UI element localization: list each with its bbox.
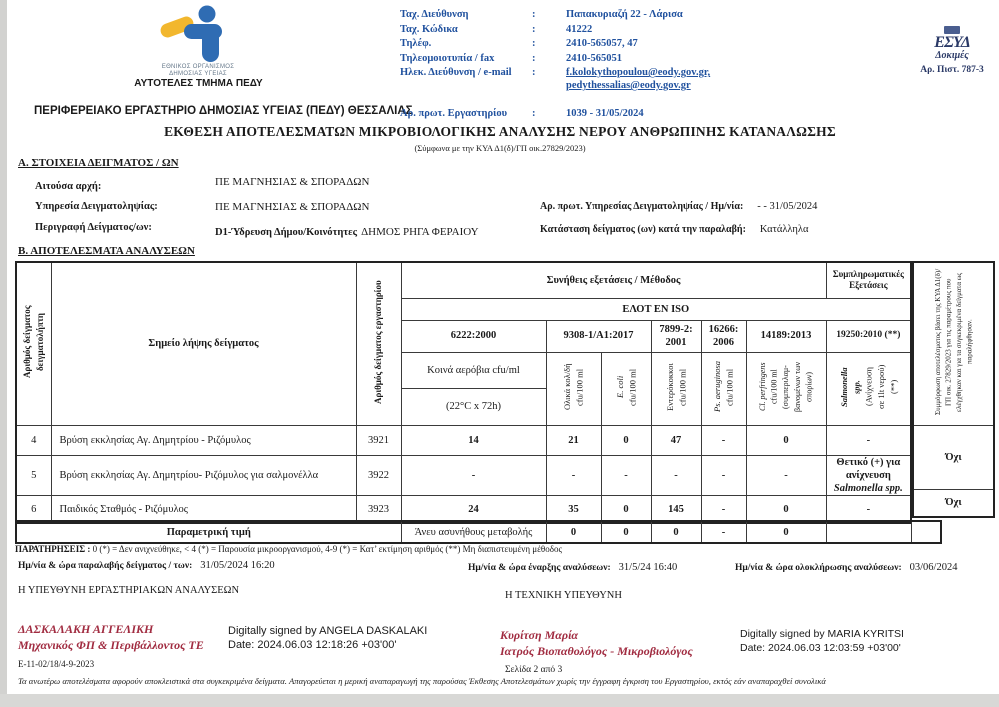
report-title: ΕΚΘΕΣΗ ΑΠΟΤΕΛΕΣΜΑΤΩΝ ΜΙΚΡΟΒΙΟΛΟΓΙΚΗΣ ΑΝΑΛΥΣΗΣ ΝΕΡΟΥ ΑΝΘΡΩΠΙΝΗΣ ΚΑΤΑΝΑΛΩΣΗΣ [164, 124, 836, 139]
eody-org-caption [128, 64, 268, 78]
contact-label: Ταχ. Κώδικα [400, 23, 458, 35]
cell-aerobic: 14 [401, 425, 546, 455]
date-received-value: 31/05/2024 16:20 [200, 560, 275, 571]
salmonella-result-line2: ανίχνευση [845, 469, 891, 481]
department-title: ΑΥΤΟΤΕΛΕΣ ΤΜΗΜΑ ΠΕΔΥ [134, 78, 263, 89]
header-sample-no [16, 262, 51, 425]
date-received-label: Ημ/νία & ώρα παραλαβής δείγματος / των: [18, 561, 193, 571]
pseudomonas-name: Ps. aeruginosa [712, 361, 723, 413]
standard-6222: 6222:2000 [401, 320, 546, 352]
date-end-value: 03/06/2024 [909, 562, 958, 573]
cell-enterococci: 145 [651, 495, 701, 523]
param-clostridium [746, 352, 826, 425]
cell-sample-no: 4 [16, 425, 51, 455]
param-ecoli [601, 352, 651, 425]
section-a-heading: Α. ΣΤΟΙΧΕΙΑ ΔΕΙΓΜΑΤΟΣ / ΩΝ [18, 157, 179, 169]
signature-right-title: Ιατρός Βιοπαθολόγος - Μικροβιολόγος [500, 643, 693, 658]
ecoli-name: E. coli [614, 375, 625, 399]
param-pseudomonas [701, 352, 746, 425]
date-end [735, 562, 957, 573]
header-supplementary-tests: Συμπληρωματικές Εξετάσεις [826, 262, 911, 298]
contact-row [400, 37, 760, 52]
date-end-label: Ημ/νία & ώρα ολοκλήρωσης αναλύσεων: [735, 563, 902, 573]
email-link-2[interactable]: pedythessalias@eody.gov.gr [566, 80, 691, 91]
contact-block [400, 8, 760, 92]
cell-sample-no: 5 [16, 455, 51, 495]
cell-coliforms: 21 [546, 425, 601, 455]
cell-sampling-point: Βρύση εκκλησίας Αγ. Δημητρίου - Ριζόμυλος [51, 425, 356, 455]
salmonella-name: Salmonella [838, 367, 849, 407]
sample-no-vertical-label [21, 267, 47, 417]
lab-protocol-row [400, 108, 800, 119]
cell-ecoli: 0 [601, 425, 651, 455]
report-subtitle: (Σύμφωνα με την ΚΥΑ Δ1(δ)/ΓΠ οικ.27829/2023) [414, 143, 586, 153]
sampling-protocol-value: - - 31/05/2024 [757, 201, 818, 212]
cell-lab-no: 3923 [356, 495, 401, 523]
header-standard-tests: Συνήθεις εξετάσεις / Μέθοδος [401, 262, 826, 298]
cell-lab-no: 3922 [356, 455, 401, 495]
cell-clostridium: - [746, 455, 826, 495]
clostridium-extra1: (συμπεριλαμ- [781, 365, 791, 409]
sample-description-label: Περιγραφή Δείγματος/ων: [35, 222, 152, 233]
digital-signed-by-right: Digitally signed by MARIA KYRITSI [740, 628, 904, 640]
standard-14189: 14189:2013 [746, 320, 826, 352]
lab-no-vertical-label: Αριθμός δείγματος εργαστηρίου [372, 280, 383, 405]
cell-sample-no: 6 [16, 495, 51, 523]
date-received [18, 560, 275, 571]
standard-19250: 19250:2010 (**) [826, 320, 911, 352]
salmonella-extra2: σε 1lt νερού) [875, 364, 886, 410]
cell-pseudomonas: - [701, 495, 746, 523]
contact-value: 2410-565057, 47 [566, 38, 638, 49]
contact-label: Τηλέφ. [400, 38, 432, 49]
parametric-coliforms: 0 [546, 521, 601, 543]
cell-clostridium: 0 [746, 425, 826, 455]
sample-condition-value: Κατάλληλα [759, 224, 809, 235]
standard-9308: 9308-1/A1:2017 [546, 320, 651, 352]
cell-salmonella-positive [826, 455, 911, 495]
observations-line [15, 544, 975, 554]
date-start-label: Ημ/νία & ώρα έναρξης αναλύσεων: [468, 563, 611, 573]
cell-salmonella: - [826, 495, 911, 523]
sample-condition-row [540, 224, 809, 235]
clostridium-extra2: βανομένων των [792, 361, 802, 413]
digital-signed-by-left: Digitally signed by ANGELA DASKALAKI [228, 625, 428, 637]
signature-left-digital [228, 624, 427, 653]
eody-logo-icon [150, 4, 246, 64]
parametric-clostridium: 0 [746, 521, 826, 543]
compliance-table [912, 261, 995, 518]
compliance-header-cell [913, 262, 994, 425]
org-caption-line1: ΕΘΝΙΚΟΣ ΟΡΓΑΝΙΣΜΟΣ [161, 64, 235, 70]
results-table [15, 261, 912, 524]
contact-colon: : [532, 23, 536, 35]
ecoli-unit: cfu/100 ml [627, 368, 637, 406]
contact-value: 41222 [566, 23, 593, 35]
scan-edge-left [0, 0, 7, 707]
header-elot-en-iso: ΕΛΟΤ EN ISO [401, 298, 911, 320]
compliance-cell-row-6: Όχι [913, 489, 994, 517]
sampling-protocol-row [540, 201, 817, 212]
scan-edge-bottom [0, 694, 999, 707]
parametric-pseudomonas: - [701, 521, 746, 543]
contact-colon: : [532, 67, 536, 78]
compliance-vertical-header: Συμμόρφωση αποτελέσματος βάσει της ΚΥΑ Δ1(δ)/ΓΠ οικ. 27829/2023 για τις παραμέτρους που ελέγχθηκαν και για τα συγκεκριμένα δείγματα ως παραλήφθησαν. [933, 269, 973, 416]
salmonella-name2: spp. [850, 380, 861, 394]
header-sampling-point: Σημείο λήψης δείγματος [51, 262, 356, 425]
description-prefix: D1-Ύδρευση Δήμου/Κοινότητες [215, 227, 358, 238]
protocol-value: 1039 - 31/05/2024 [566, 108, 644, 119]
cell-sampling-point: Παιδικός Σταθμός - Ριζόμυλος [51, 495, 356, 523]
contact-colon: : [532, 38, 536, 49]
pseudomonas-vertical-label [711, 355, 736, 419]
clostridium-vertical-label [757, 355, 815, 419]
email-link-1[interactable]: f.kolokythopoulou@eody.gov.gr, [566, 67, 711, 78]
param-aerobic-name: Κοινά αερόβια cfu/ml [401, 352, 546, 388]
contact-label: Ηλεκ. Διεύθυνση / e-mail [400, 67, 512, 78]
contact-row [400, 52, 760, 67]
param-coliforms [546, 352, 601, 425]
sampling-service-value: ΠΕ ΜΑΓΝΗΣΙΑΣ & ΣΠΟΡΑΔΩΝ [215, 201, 370, 213]
cell-sampling-point: Βρύση εκκλησίας Αγ. Δημητρίου- Ριζόμυλος για σαλμονέλλα [51, 455, 356, 495]
parametric-extra-empty [911, 521, 941, 543]
clostridium-name: Cl. perfringens [758, 362, 768, 412]
salmonella-result-line1: Θετικό (+) για [836, 456, 901, 468]
requesting-authority-row [35, 176, 101, 194]
signature-right-name-block [500, 628, 693, 659]
standard-7899: 7899-2: 2001 [651, 320, 701, 352]
signature-right-digital [740, 628, 904, 655]
cell-enterococci: - [651, 455, 701, 495]
cell-coliforms: - [546, 455, 601, 495]
cell-salmonella: - [826, 425, 911, 455]
cell-ecoli: 0 [601, 495, 651, 523]
disclaimer: Τα ανωτέρω αποτελέσματα αφορούν αποκλειστικά στα συγκεκριμένα δείγματα. Απαγορεύεται η μερική αναπαραγωγή της παρούσας Έκθεσης Αποτελεσμάτων χωρίς την έγγραφη έγκριση του Εργαστηρίου, εκτός εάν αναπαραχθεί συνολικά [18, 676, 826, 686]
parametric-aerobic: Άνευ ασυνήθους μεταβολής [401, 521, 546, 543]
requesting-value: ΠΕ ΜΑΓΝΗΣΙΑΣ & ΣΠΟΡΑΔΩΝ [215, 176, 370, 188]
description-main: ΔΗΜΟΣ ΡΗΓΑ ΦΕΡΑΙΟΥ [361, 226, 479, 238]
sample-description-value [215, 222, 479, 240]
contact-row [400, 8, 760, 23]
clostridium-unit: cfu/100 ml [769, 369, 779, 405]
org-caption-line2: ΔΗΜΟΣΙΑΣ ΥΓΕΙΑΣ [169, 71, 227, 78]
sample-condition-label: Κατάσταση δείγματος (ων) κατά την παραλαβή: [540, 224, 746, 235]
cell-enterococci: 47 [651, 425, 701, 455]
form-code: Ε-11-02/18/4-9-2023 [18, 659, 95, 669]
contact-label: Τηλεομοιοτυπία / fax [400, 52, 495, 64]
protocol-label: Αρ. πρωτ. Εργαστηρίου [400, 108, 508, 119]
compliance-cell-rows-4-5: Όχι [913, 425, 994, 489]
sampling-protocol-label: Αρ. πρωτ. Υπηρεσίας Δειγματοληψίας / Ημ/νία: [540, 201, 744, 212]
coliforms-name: Ολικά κολ/δή [562, 363, 573, 411]
protocol-colon: : [532, 108, 536, 119]
contact-value: Παπακυριαζή 22 - Λάρισα [566, 9, 683, 20]
section-b-heading: Β. ΑΠΟΤΕΛΕΣΜΑΤΑ ΑΝΑΛΥΣΕΩΝ [18, 245, 195, 257]
contact-colon: : [532, 52, 536, 64]
parametric-ecoli: 0 [601, 521, 651, 543]
cell-coliforms: 35 [546, 495, 601, 523]
esyd-cert-number: Αρ. Πιστ. 787-3 [920, 65, 984, 75]
enterococci-unit: cfu/100 ml [677, 368, 687, 406]
cell-pseudomonas: - [701, 455, 746, 495]
standard-16266: 16266: 2006 [701, 320, 746, 352]
salmonella-vertical-label [838, 355, 900, 419]
signature-left-name-block [18, 622, 204, 653]
observations-body: 0 (*) = Δεν ανιχνεύθηκε, < 4 (*) = Παρουσία μικροοργανισμού, 4-9 (*) = Κατ’ εκτίμηση αριθμός (**) Μη διαπιστευμένη μέθοδος [92, 544, 563, 554]
date-start [468, 562, 677, 573]
enterococci-vertical-label [664, 355, 689, 419]
digital-date-right: Date: 2024.06.03 12:03:59 +03'00' [740, 641, 901, 654]
cell-clostridium: 0 [746, 495, 826, 523]
coliforms-unit: cfu/100 ml [574, 368, 585, 406]
signature-left-title: Μηχανικός ΦΠ & Περιβάλλοντος ΤΕ [18, 637, 204, 652]
sample-no-line1: Αριθμός δείγματος [21, 305, 32, 379]
page-number: Σελίδα 2 από 3 [505, 665, 563, 675]
sampling-service-label: Υπηρεσία Δειγματοληψίας: [35, 201, 158, 212]
lab-title: ΠΕΡΙΦΕΡΕΙΑΚΟ ΕΡΓΑΣΤΗΡΙΟ ΔΗΜΟΣΙΑΣ ΥΓΕΙΑΣ (ΠΕΔΥ) ΘΕΣΣΑΛΙΑΣ [34, 105, 413, 117]
contact-label: Ταχ. Διεύθυνση [400, 9, 469, 20]
parametric-value-table [15, 520, 942, 544]
contact-value: 2410-565051 [566, 52, 622, 64]
cell-aerobic: - [401, 455, 546, 495]
ecoli-vertical-label [614, 355, 639, 419]
coliforms-vertical-label [561, 355, 586, 419]
esyd-logo-text: ΕΣΥΔ [934, 34, 970, 51]
param-enterococci [651, 352, 701, 425]
parametric-salmonella-empty [826, 521, 911, 543]
cell-pseudomonas: - [701, 425, 746, 455]
param-aerobic-conditions: (22°C x 72h) [401, 388, 546, 425]
esyd-logo-sub: Δοκιμές [935, 50, 969, 61]
esyd-logo-icon [944, 26, 960, 34]
table-row [16, 425, 911, 455]
esyd-accreditation [910, 26, 994, 75]
role-technical-manager: Η ΤΕΧΝΙΚΗ ΥΠΕΥΘΥΝΗ [505, 590, 622, 601]
parametric-enterococci: 0 [651, 521, 701, 543]
email-stack [566, 66, 760, 92]
role-lab-analyst: Η ΥΠΕΥΘΥΝΗ ΕΡΓΑΣΤΗΡΙΑΚΩΝ ΑΝΑΛΥΣΕΩΝ [18, 585, 240, 596]
salmonella-result-line3: Salmonella spp. [833, 482, 903, 494]
clostridium-extra3: σπορίων) [804, 371, 814, 403]
sample-no-line2: δειγματολήπτη [34, 313, 45, 372]
table-row [16, 455, 911, 495]
param-salmonella [826, 352, 911, 425]
contact-row [400, 23, 760, 38]
parametric-label: Παραμετρική τιμή [16, 521, 401, 543]
observations-label: ΠΑΡΑΤΗΡΗΣΕΙΣ : [15, 544, 91, 554]
contact-row-email [400, 66, 760, 92]
salmonella-extra1: (Ανίχνευση [863, 367, 874, 407]
pseudomonas-unit: cfu/100 ml [724, 368, 735, 406]
digital-date-left: Date: 2024.06.03 12:18:26 +03'00' [228, 639, 397, 652]
enterococci-name: Εντερόκοκκοι [664, 363, 675, 411]
cell-ecoli: - [601, 455, 651, 495]
contact-colon: : [532, 9, 536, 20]
header-lab-no [356, 262, 401, 425]
cell-lab-no: 3921 [356, 425, 401, 455]
cell-aerobic: 24 [401, 495, 546, 523]
signature-left-name: ΔΑΣΚΑΛΑΚΗ ΑΓΓΕΛΙΚΗ [18, 622, 154, 636]
requesting-label: Αιτούσα αρχή: [35, 181, 102, 192]
date-start-value: 31/5/24 16:40 [618, 562, 678, 573]
signature-right-name: Κυρίτση Μαρία [500, 628, 579, 642]
salmonella-note: (**) [887, 379, 898, 395]
